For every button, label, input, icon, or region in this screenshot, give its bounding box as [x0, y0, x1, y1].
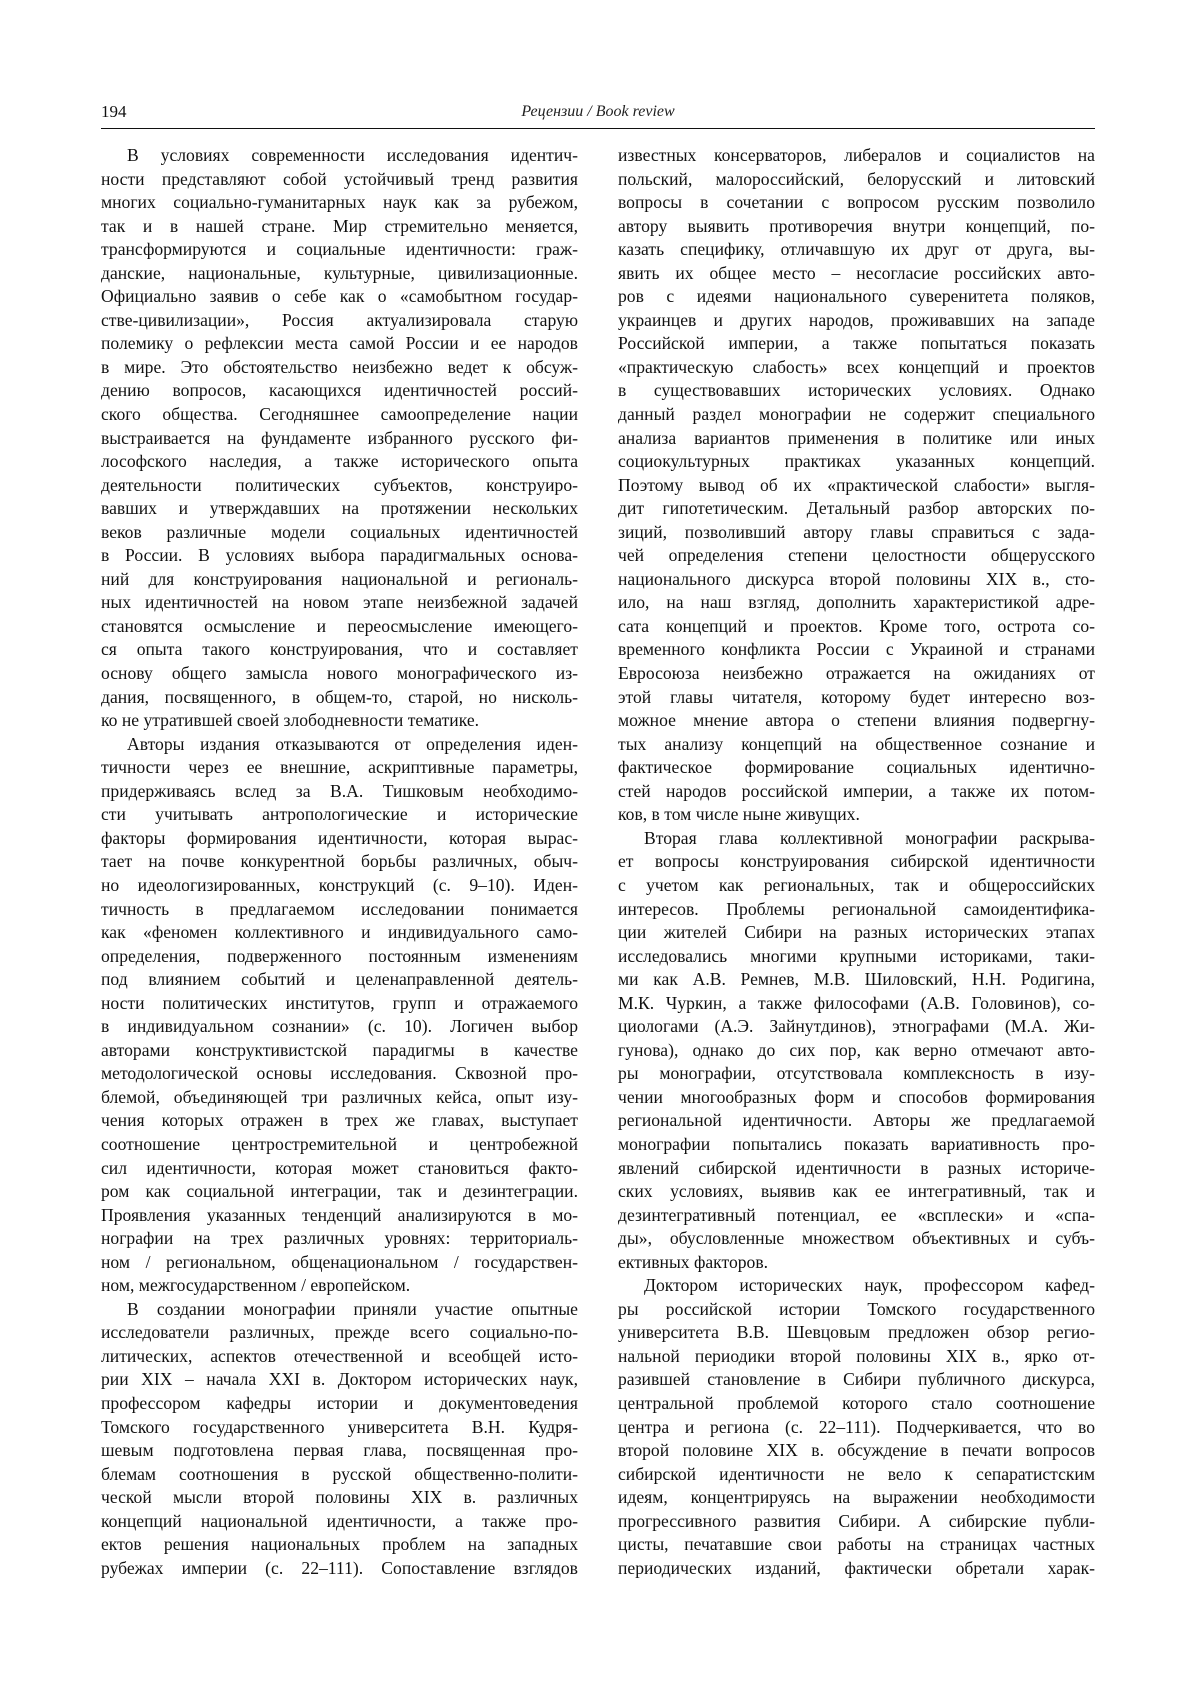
- text-line: Доктором исторических наук, профессором кафед-: [644, 1275, 1095, 1296]
- text-line: этой главы читателя, которому будет интересно воз-: [618, 686, 1095, 707]
- text-line: чения которых отражен в трех же главах, выступает: [101, 1110, 578, 1131]
- text-line: центральной проблемой которого стало соотношение: [618, 1392, 1095, 1413]
- text-line: ры российской истории Томского государственного: [618, 1298, 1095, 1319]
- text-line: «практическую слабость» всех концепций и проектов: [618, 356, 1095, 377]
- text-line: сибирской идентичности не вело к сепаратистским: [618, 1463, 1095, 1484]
- text-line: ний для конструирования национальной и региональ-: [101, 568, 578, 589]
- text-line: фактическое формирование социальных идентично-: [618, 757, 1095, 778]
- text-line: Официально заявив о себе как о «самобытном государ-: [101, 286, 578, 307]
- text-line: Вторая глава коллективной монографии раскрыва-: [644, 827, 1095, 848]
- text-line: становятся осмысление и переосмысление имеющего-: [101, 615, 578, 636]
- text-line: вавших и утверждавших на протяжении нескольких: [101, 498, 578, 519]
- text-line: ном / региональном, общенациональном / государствен-: [101, 1251, 578, 1272]
- text-line: ров с идеями национального суверенитета поляков,: [618, 286, 1095, 307]
- text-line: сата концепций и проектов. Кроме того, острота со-: [618, 615, 1095, 636]
- text-line: цисты, печатавшие свои работы на страницах частных: [618, 1534, 1095, 1555]
- text-line: второй половине XIX в. обсуждение в печати вопросов: [618, 1440, 1095, 1461]
- text-line: временного конфликта России с Украиной и странами: [618, 639, 1095, 660]
- text-line: ских условиях, выявив как ее интегративный, так и: [618, 1181, 1095, 1202]
- text-line: ром как социальной интеграции, так и дезинтеграции.: [101, 1181, 578, 1202]
- text-line: тичность в предлагаемом исследовании понимается: [101, 898, 578, 919]
- text-line: шевым подготовлена первая глава, посвященная про-: [101, 1440, 578, 1461]
- text-line: профессором кафедры истории и документоведения: [101, 1392, 578, 1413]
- text-line: ческой мысли второй половины XIX в. различных: [101, 1487, 578, 1508]
- text-line: многих социально-гуманитарных наук как за рубежом,: [101, 192, 578, 213]
- text-line: полемику о рефлексии места самой России и ее народов: [101, 333, 578, 354]
- text-line: ков, в том числе ныне живущих.: [618, 804, 860, 825]
- text-line: в России. В условиях выбора парадигмальных основа-: [101, 545, 578, 566]
- text-line: тых анализу концепций на общественное сознание и: [618, 733, 1095, 754]
- right-text-column: [618, 144, 1095, 1580]
- text-line: Проявления указанных тенденций анализируются в мо-: [101, 1204, 578, 1225]
- text-line: блемой, объединяющей три различных кейса, опыт изу-: [101, 1086, 578, 1107]
- text-line: Томского государственного университета В.Н. Кудря-: [101, 1416, 578, 1437]
- text-line: циологами (А.Э. Зайнутдинов), этнографами (М.А. Жи-: [618, 1016, 1095, 1037]
- page-header: [101, 102, 1095, 130]
- text-line: соотношение центростремительной и центробежной: [101, 1133, 578, 1154]
- text-line: в мире. Это обстоятельство неизбежно ведет к обсуж-: [101, 356, 578, 377]
- text-line: дезинтегративный потенциал, ее «всплески» и «спа-: [618, 1204, 1095, 1225]
- text-line: ского общества. Сегодняшнее самоопределение нации: [101, 404, 578, 425]
- text-line: ко не утратившей своей злободневности тематике.: [101, 710, 480, 731]
- text-line: Поэтому вывод об их «практической слабости» выгля-: [618, 474, 1095, 495]
- text-line: социокультурных практиках указанных концепций.: [618, 451, 1095, 472]
- text-line: М.К. Чуркин, а также философами (А.В. Головинов), со-: [618, 992, 1095, 1013]
- text-line: ных идентичностей на новом этапе неизбежной задачей: [101, 592, 578, 613]
- text-line: тает на почве конкурентной борьбы различных, обыч-: [101, 851, 578, 872]
- text-line: выстраивается на фундаменте избранного русского фи-: [101, 427, 578, 448]
- text-line: гунова), однако до сих пор, как верно отмечают авто-: [618, 1039, 1095, 1060]
- page-number: 194: [101, 102, 127, 121]
- text-line: нальной периодики второй половины XIX в., ярко от-: [618, 1345, 1095, 1366]
- text-line: деятельности политических субъектов, конструиро-: [101, 474, 578, 495]
- text-line: центра и региона (с. 22–111). Подчеркивается, что во: [618, 1416, 1095, 1437]
- running-title: Рецензии / Book review: [521, 103, 675, 120]
- left-text-column: [101, 144, 578, 1580]
- text-line: рии XIX – начала XXI в. Доктором исторических наук,: [101, 1369, 578, 1390]
- text-line: литических, аспектов отечественной и всеобщей исто-: [101, 1345, 578, 1366]
- text-line: факторы формирования идентичности, которая вырас-: [101, 827, 578, 848]
- text-line: национального дискурса второй половины XIX в., сто-: [618, 568, 1095, 589]
- text-line: ции жителей Сибири на разных исторических этапах: [618, 922, 1095, 943]
- text-line: как «феномен коллективного и индивидуального само-: [101, 922, 578, 943]
- text-line: университета В.В. Шевцовым предложен обзор регио-: [618, 1322, 1095, 1343]
- text-line: можное мнение автора о степени влияния подвергну-: [618, 710, 1095, 731]
- text-line: прогрессивного развития Сибири. А сибирские публи-: [618, 1510, 1095, 1531]
- text-line: лософского наследия, а также исторического опыта: [101, 451, 578, 472]
- text-line: польский, малороссийский, белорусский и литовский: [618, 168, 1095, 189]
- text-line: рубежах империи (с. 22–111). Сопоставление взглядов: [101, 1557, 578, 1578]
- text-line: в индивидуальном сознании» (с. 10). Логичен выбор: [101, 1016, 578, 1037]
- text-line: Российской империи, а также попытаться показать: [618, 333, 1095, 354]
- text-line: концепций национальной идентичности, а также про-: [101, 1510, 578, 1531]
- text-line: украинцев и других народов, проживавших на западе: [618, 309, 1095, 330]
- text-line: тичности через ее внешние, аскриптивные параметры,: [101, 757, 578, 778]
- text-line: идеям, концентрируясь на выражении необходимости: [618, 1487, 1095, 1508]
- text-line: В создании монографии приняли участие опытные: [127, 1298, 578, 1319]
- text-line: нографии на трех различных уровнях: территориаль-: [101, 1228, 578, 1249]
- text-line: данный раздел монографии не содержит специального: [618, 404, 1095, 425]
- text-line: определения, подверженного постоянным изменениям: [101, 945, 578, 966]
- text-line: дению вопросов, касающихся идентичностей россий-: [101, 380, 578, 401]
- text-line: явить их общее место – несогласие российских авто-: [618, 262, 1095, 283]
- text-line: ет вопросы конструирования сибирской идентичности: [618, 851, 1095, 872]
- text-line: дания, посвященного, в общем-то, старой, но нисколь-: [101, 686, 578, 707]
- text-line: в существовавших исторических условиях. Однако: [618, 380, 1095, 401]
- text-line: стве-цивилизации», Россия актуализировала старую: [101, 309, 578, 330]
- text-line: веков различные модели социальных идентичностей: [101, 521, 578, 542]
- text-line: дит гипотетическим. Детальный разбор авторских по-: [618, 498, 1095, 519]
- text-line: известных консерваторов, либералов и социалистов на: [618, 145, 1095, 165]
- text-line: основу общего замысла нового монографического из-: [101, 663, 578, 684]
- text-line: сил идентичности, которая может становиться факто-: [101, 1157, 578, 1178]
- text-line: ективных факторов.: [618, 1251, 769, 1272]
- text-line: региональной идентичности. Авторы же предлагаемой: [618, 1110, 1095, 1131]
- text-line: разившей становление в Сибири публичного дискурса,: [618, 1369, 1095, 1390]
- text-line: авторами конструктивистской парадигмы в качестве: [101, 1039, 578, 1060]
- text-line: чении многообразных форм и способов формирования: [618, 1086, 1095, 1107]
- text-line: автору выявить противоречия внутри концепций, по-: [618, 215, 1095, 236]
- text-line: чей определения степени целостности общерусского: [618, 545, 1095, 566]
- text-line: так и в нашей стране. Мир стремительно меняется,: [101, 215, 578, 236]
- text-line: периодических изданий, фактически обретали харак-: [618, 1557, 1095, 1578]
- text-line: ности представляют собой устойчивый тренд развития: [101, 168, 578, 189]
- text-line: ся опыта такого конструирования, что и составляет: [101, 639, 578, 660]
- text-line: монографии попытались показать вариативность про-: [618, 1133, 1095, 1154]
- header-rule: [101, 128, 1095, 129]
- text-line: ило, на наш взгляд, дополнить характеристикой адре-: [618, 592, 1095, 613]
- text-line: исследователи различных, прежде всего социально-по-: [101, 1322, 578, 1343]
- text-line: явлений сибирской идентичности в разных историче-: [618, 1157, 1095, 1178]
- text-line: данские, национальные, культурные, цивилизационные.: [101, 262, 578, 283]
- text-line: вопросы в сочетании с вопросом русским позволило: [618, 192, 1095, 213]
- text-line: Авторы издания отказываются от определения иден-: [127, 733, 578, 754]
- text-line: ры монографии, отсутствовала комплексность в изу-: [618, 1063, 1095, 1084]
- text-line: ды», обусловленные множеством объективных и субъ-: [618, 1228, 1095, 1249]
- text-line: с учетом как региональных, так и общероссийских: [618, 874, 1095, 895]
- text-line: под влиянием событий и целенаправленной деятель-: [101, 969, 578, 990]
- text-line: интересов. Проблемы региональной самоидентифика-: [618, 898, 1095, 919]
- text-line: но идеологизированных, конструкций (с. 9–10). Иден-: [101, 874, 578, 895]
- text-line: придерживаясь вслед за В.А. Тишковым необходимо-: [101, 780, 578, 801]
- text-line: трансформируются и социальные идентичности: граж-: [101, 239, 578, 260]
- text-line: сти учитывать антропологические и исторические: [101, 804, 578, 825]
- text-line: ном, межгосударственном / европейском.: [101, 1275, 411, 1296]
- text-line: ми как А.В. Ремнев, М.В. Шиловский, Н.Н. Родигина,: [618, 969, 1095, 990]
- text-line: анализа вариантов применения в политике или иных: [618, 427, 1095, 448]
- text-line: исследовались многими крупными историками, таки-: [618, 945, 1095, 966]
- text-line: зиций, позволивший автору главы справиться с зада-: [618, 521, 1095, 542]
- text-line: В условиях современности исследования идентич-: [127, 145, 578, 165]
- text-line: Евросоюза неизбежно отражается на ожиданиях от: [618, 663, 1095, 684]
- text-line: блемам соотношения в русской общественно-полити-: [101, 1463, 578, 1484]
- text-line: ектов решения национальных проблем на западных: [101, 1534, 578, 1555]
- text-line: стей народов российской империи, а также их потом-: [618, 780, 1095, 801]
- text-line: ности политических институтов, групп и отражаемого: [101, 992, 578, 1013]
- text-line: казать специфику, отличавшую их друг от друга, вы-: [618, 239, 1095, 260]
- text-line: методологической основы исследования. Сквозной про-: [101, 1063, 578, 1084]
